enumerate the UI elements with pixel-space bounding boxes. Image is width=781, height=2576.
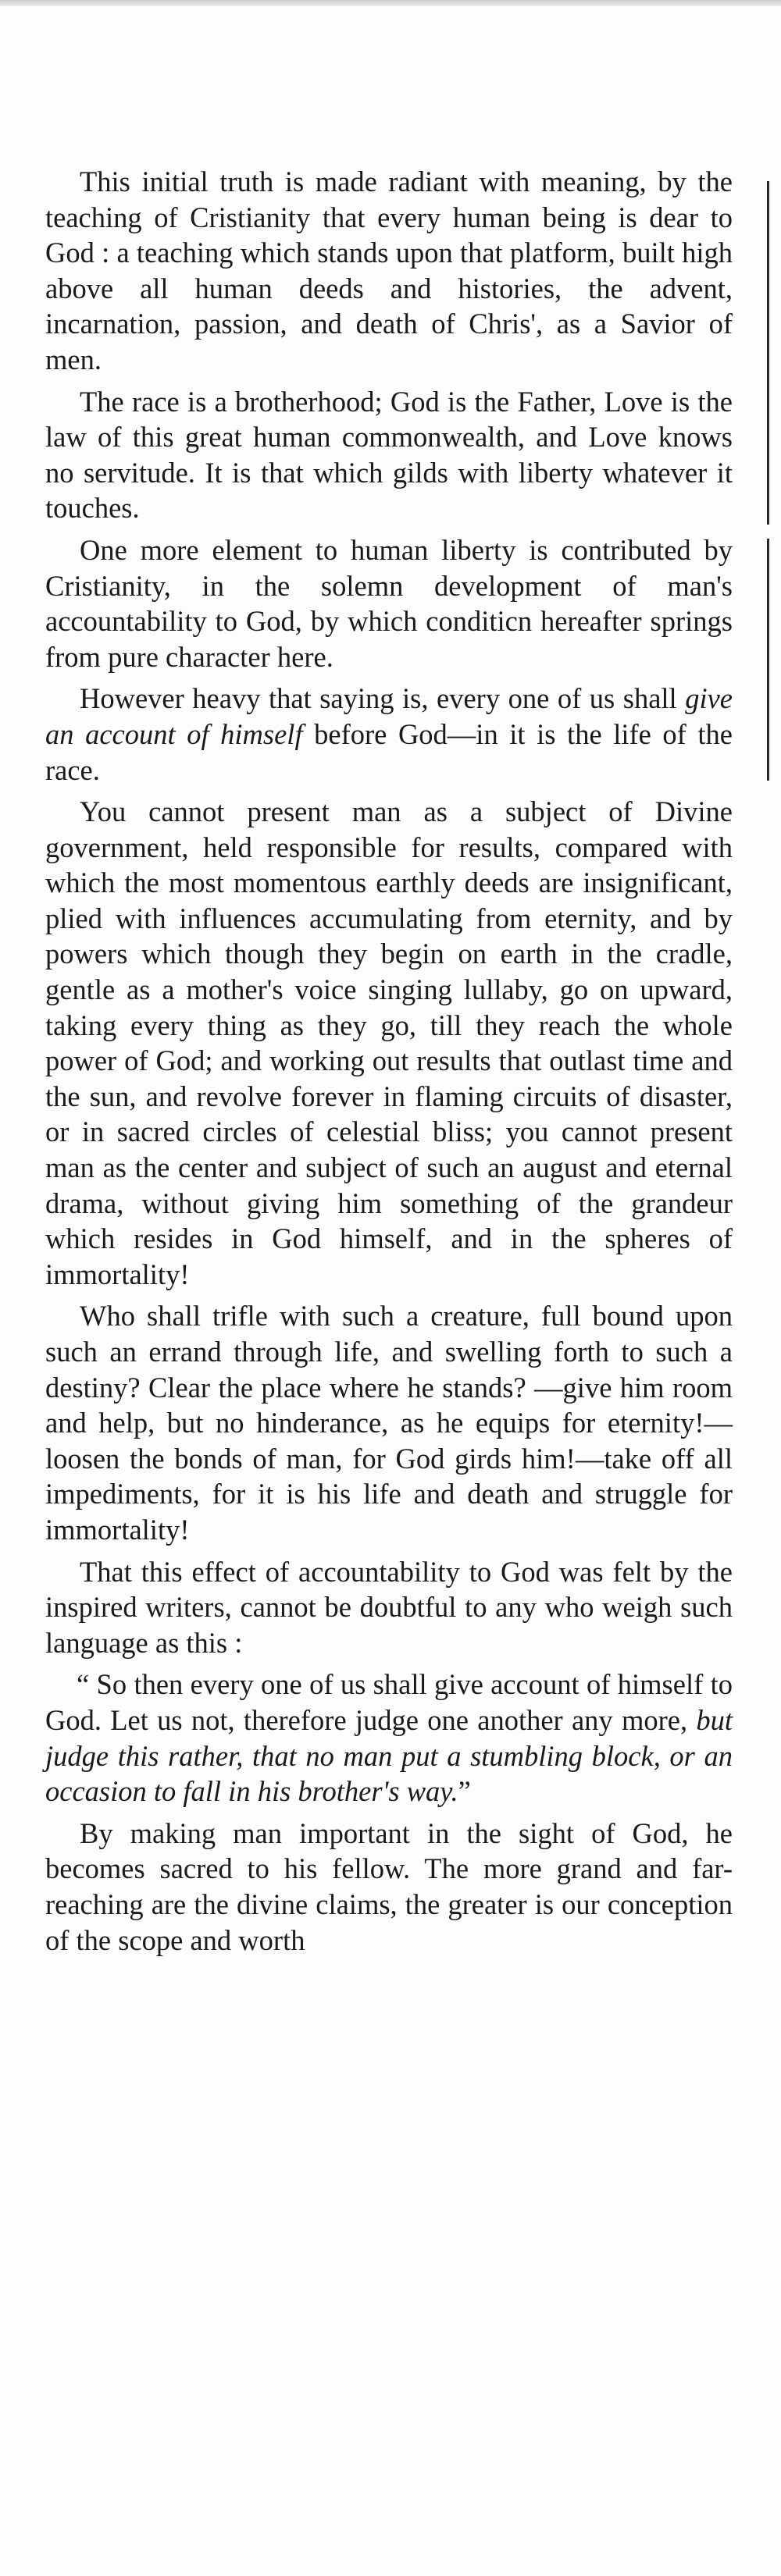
text-run: This initial truth is made radiant with meaning, by the teaching of Cristianity that every human being is dear to God : a teaching which stands upon that platform, built high above all human deeds and histories, the advent, incarnation, passion, and death of Chris', as a Savior of men.: [45, 165, 733, 375]
italic-run: give an account of himself: [45, 682, 733, 750]
italic-run: but judge this rather, that no man put a stumbling block, or an occasion to fall in his brother's way.: [45, 1703, 733, 1808]
text-run: ”: [458, 1775, 471, 1808]
text-run: The race is a brotherhood; God is the Father, Love is the law of this great human commonwealth, and Love knows no servitude. It is that which gilds with liberty whatever it touches.: [45, 385, 733, 525]
text-run: That this effect of accountability to God was felt by the inspired writers, cannot be doubtful to any who weigh such language as this :: [45, 1555, 733, 1659]
paragraph-p5: [45, 794, 733, 1292]
page-top-edge: [0, 0, 781, 6]
text-run: One more element to human liberty is contributed by Cristianity, in the solemn development of man's accountability to God, by which conditicn hereafter springs from pure character here.: [45, 533, 733, 673]
paragraph-p4: [45, 681, 733, 788]
margin-rule-lower: [767, 539, 769, 781]
block-quote: [45, 1667, 733, 1809]
text-column: [45, 164, 733, 1964]
paragraph-p1: [45, 164, 733, 378]
paragraph-p9: [45, 1816, 733, 1958]
paragraph-p7: [45, 1554, 733, 1661]
text-run: By making man important in the sight of God, he becomes sacred to his fellow. The more grand and far-reaching are the divine claims, the greater is our conception of the scope and worth: [45, 1816, 733, 1956]
text-run: Who shall trifle with such a creature, full bound upon such an errand through life, and swelling forth to such a destiny? Clear the place where he stands? —give him room and help, but no hinderance, as he equips for eternity!—loosen the bonds of man, for God girds him!—take off all impediments, for it is his life and death and struggle for immortality!: [45, 1300, 733, 1546]
paragraph-p6: [45, 1298, 733, 1547]
paragraph-p2: [45, 384, 733, 526]
text-run: “ So then every one of us shall give account of himself to God. Let us not, therefore judge one another any more,: [45, 1668, 733, 1736]
text-run: before God—in it is the life of the race.: [45, 717, 733, 786]
paragraph-p3: [45, 532, 733, 674]
text-run: However heavy that saying is, every one of us shall: [80, 682, 686, 715]
text-run: You cannot present man as a subject of Divine government, held responsible for results, compared with which the most momentous earthly deeds are insignificant, plied with influences accumulating from eternity, and by powers which though they begin on earth in the cradle, gentle as a mother's voice singing lullaby, go on upward, taking every thing as they go, till they reach the whole power of God; and working out results that outlast time and the sun, and revolve forever in flaming circuits of disaster, or in sacred circles of celestial bliss; you cannot present man as the center and subject of such an august and eternal drama, without giving him something of the grandeur which resides in God himself, and in the spheres of immortality!: [45, 795, 733, 1290]
margin-rule-upper: [767, 181, 769, 525]
